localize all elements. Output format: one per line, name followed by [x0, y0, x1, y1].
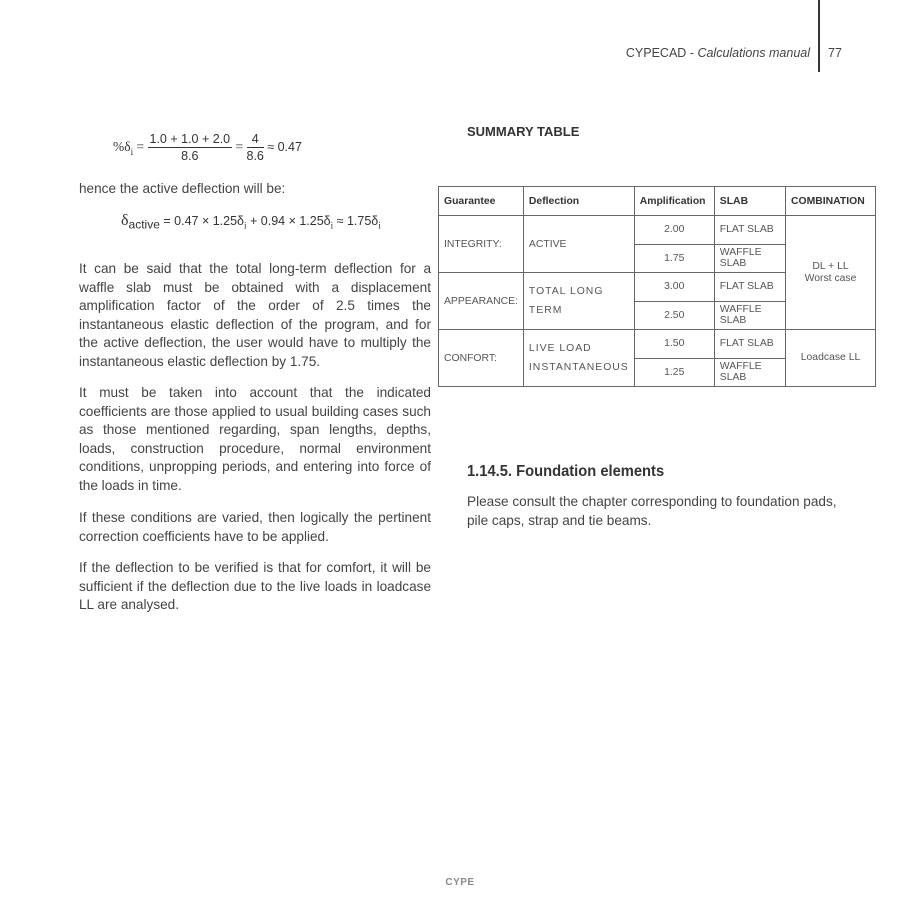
eq1-fraction-1	[148, 132, 233, 164]
text-hence	[79, 180, 431, 199]
eq2-sub-i3: i	[378, 220, 381, 231]
cell-slab: FLAT SLAB	[714, 273, 785, 302]
cell-guarantee-confort: CONFORT:	[439, 330, 524, 387]
paragraph-comfort	[79, 559, 431, 615]
cell-amplification: 1.25	[634, 358, 714, 387]
eq1-frac1-numerator: 1.0 + 1.0 + 2.0	[149, 132, 231, 146]
header-amplification: Amplification	[634, 187, 714, 216]
eq2-rhs-3: ≈ 1.75δ	[333, 214, 379, 228]
eq2-sub-active: active	[128, 217, 160, 232]
table-header-row	[439, 187, 876, 216]
equation-active-deflection	[121, 212, 381, 232]
section-body: Please consult the chapter corresponding to foundation pads, pile caps, strap and tie beams.	[467, 494, 837, 528]
table-row	[439, 216, 876, 245]
eq2-sub-i2: i	[330, 220, 334, 231]
eq1-equals-2: =	[235, 139, 244, 155]
table-row	[439, 330, 876, 359]
paragraph-conditions	[79, 509, 431, 546]
cell-slab: FLAT SLAB	[714, 216, 785, 245]
cell-slab: WAFFLE SLAB	[714, 244, 785, 273]
paragraph-3: If these conditions are varied, then logically the pertinent correction coefficients have to be applied.	[79, 510, 431, 544]
header-deflection: Deflection	[523, 187, 634, 216]
eq1-lhs-sub: i	[130, 146, 134, 157]
running-header	[626, 46, 810, 60]
eq1-frac2-numerator: 4	[247, 132, 264, 148]
cell-slab: WAFFLE SLAB	[714, 301, 785, 330]
section-heading-foundation-elements: 1.14.5. Foundation elements	[467, 463, 665, 480]
summary-table	[438, 186, 876, 387]
cell-guarantee-integrity: INTEGRITY:	[439, 216, 524, 273]
header-slab: SLAB	[714, 187, 785, 216]
cell-amplification: 3.00	[634, 273, 714, 302]
hence-paragraph: hence the active deflection will be:	[79, 181, 286, 196]
combination-worst-case: Worst case	[804, 272, 857, 284]
eq2-rhs-2: + 0.94 × 1.25δ	[246, 214, 331, 228]
cell-slab: WAFFLE SLAB	[714, 358, 785, 387]
eq1-equals: =	[136, 139, 145, 155]
cell-deflection-active: ACTIVE	[523, 216, 634, 273]
cell-amplification: 1.75	[634, 244, 714, 273]
cell-combination-worst-case	[786, 216, 876, 330]
cell-amplification: 1.50	[634, 330, 714, 359]
eq1-frac2-denominator: 8.6	[246, 149, 264, 163]
paragraph-waffle-slab	[79, 260, 431, 372]
cell-amplification: 2.50	[634, 301, 714, 330]
cell-combination-loadcase-ll: Loadcase LL	[786, 330, 876, 387]
cell-slab: FLAT SLAB	[714, 330, 785, 359]
eq2-sub-i1: i	[244, 220, 247, 231]
header-manual: Calculations manual	[697, 46, 810, 60]
cell-amplification: 2.00	[634, 216, 714, 245]
cell-guarantee-appearance: APPEARANCE:	[439, 273, 524, 330]
eq1-result: ≈ 0.47	[267, 140, 302, 155]
eq1-frac1-denominator: 8.6	[181, 149, 199, 163]
header-product: CYPECAD	[625, 46, 687, 60]
eq1-lhs: %δ	[113, 139, 131, 155]
summary-table-title: SUMMARY TABLE	[467, 124, 580, 139]
cell-deflection-total-long-term: TOTAL LONG TERM	[523, 273, 634, 330]
eq1-fraction-2	[247, 132, 264, 164]
combination-dl-ll: DL + LL	[812, 260, 849, 272]
eq2-rhs-1: = 0.47 × 1.25δ	[159, 214, 245, 228]
paragraph-4: If the deflection to be verified is that for comfort, it will be sufficient if the deflection due to the live loads in loadcase LL are analysed.	[79, 560, 431, 613]
footer-brand: CYPE	[445, 877, 475, 888]
eq2-delta: δ	[121, 212, 129, 229]
header-divider	[818, 0, 820, 72]
cell-deflection-live-load: LIVE LOAD INSTANTANEOUS	[523, 330, 634, 387]
paragraph-2: It must be taken into account that the indicated coefficients are those applied to usual building cases such as those mentioned regarding, span lengths, depths, loads, construction procedure, normal environment conditions, unpropping periods, and entering into force of the loads in time.	[79, 385, 431, 493]
header-combination: COMBINATION	[786, 187, 876, 216]
page-number: 77	[828, 46, 842, 60]
header-guarantee: Guarantee	[439, 187, 524, 216]
equation-percent-delta	[113, 132, 302, 164]
paragraph-coefficients	[79, 384, 431, 496]
paragraph-1: It can be said that the total long-term deflection for a waffle slab must be obtained with a displacement amplification factor of the order of 2.5 times the instantaneous elastic deflection of the program, and for the active deflection, the user would have to multiply the instantaneous elastic deflection by 1.75.	[79, 261, 431, 369]
header-separator: -	[686, 46, 698, 60]
